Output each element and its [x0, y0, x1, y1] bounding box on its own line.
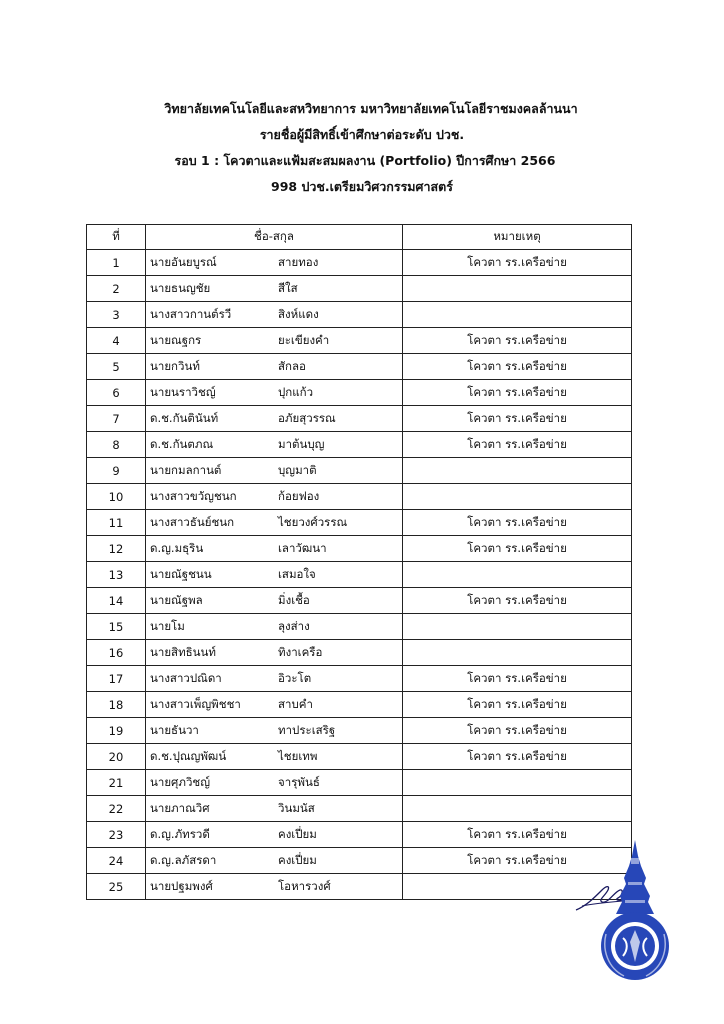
table-row [87, 380, 632, 406]
table-row [87, 640, 632, 666]
row-note [403, 276, 632, 302]
row-number: 8 [87, 432, 146, 458]
row-first-name: นายกวินท์ [146, 354, 275, 380]
table-row [87, 250, 632, 276]
table-row [87, 536, 632, 562]
row-note: โควตา รร.เครือข่าย [403, 848, 632, 874]
row-number: 17 [87, 666, 146, 692]
row-number: 14 [87, 588, 146, 614]
table-row [87, 432, 632, 458]
row-first-name: นายนราวิชญ์ [146, 380, 275, 406]
table-row [87, 302, 632, 328]
row-note: โควตา รร.เครือข่าย [403, 432, 632, 458]
row-last-name: ยะเขียงคำ [274, 328, 403, 354]
row-number: 22 [87, 796, 146, 822]
row-first-name: นายอันยบูรณ์ [146, 250, 275, 276]
row-last-name: คงเปี่ยม [274, 848, 403, 874]
institution-title: วิทยาลัยเทคโนโลยีและสหวิทยาการ มหาวิทยาลัยเทคโนโลยีราชมงคลล้านนา [164, 101, 578, 116]
table-row [87, 718, 632, 744]
row-last-name: ปุกแก้ว [274, 380, 403, 406]
table-row [87, 796, 632, 822]
column-header-no: ที่ [87, 225, 146, 250]
roster-table [86, 224, 632, 900]
row-last-name: ไชยเทพ [274, 744, 403, 770]
row-number: 23 [87, 822, 146, 848]
row-number: 1 [87, 250, 146, 276]
row-first-name: นางสาวปณิดา [146, 666, 275, 692]
row-first-name: นางสาวธันย์ชนก [146, 510, 275, 536]
row-number: 18 [87, 692, 146, 718]
row-note [403, 614, 632, 640]
list-title: รายชื่อผู้มีสิทธิ์เข้าศึกษาต่อระดับ ปวช. [259, 127, 465, 142]
table-row [87, 744, 632, 770]
row-first-name: ด.ญ.มธุริน [146, 536, 275, 562]
row-number: 24 [87, 848, 146, 874]
row-last-name: วินมนัส [274, 796, 403, 822]
row-number: 19 [87, 718, 146, 744]
row-last-name: มาต้นบุญ [274, 432, 403, 458]
table-row [87, 484, 632, 510]
row-first-name: นายสิทธินนท์ [146, 640, 275, 666]
row-first-name: นายธันวา [146, 718, 275, 744]
row-number: 9 [87, 458, 146, 484]
row-number: 15 [87, 614, 146, 640]
row-last-name: สิงห์แดง [274, 302, 403, 328]
row-last-name: คงเปี่ยม [274, 822, 403, 848]
row-note [403, 458, 632, 484]
row-number: 4 [87, 328, 146, 354]
row-note: โควตา รร.เครือข่าย [403, 354, 632, 380]
row-first-name: ด.ช.ปุณญพัฒน์ [146, 744, 275, 770]
row-note: โควตา รร.เครือข่าย [403, 666, 632, 692]
row-last-name: ทิงาเครือ [274, 640, 403, 666]
row-last-name: ก้อยฟอง [274, 484, 403, 510]
row-note: โควตา รร.เครือข่าย [403, 588, 632, 614]
row-note: โควตา รร.เครือข่าย [403, 328, 632, 354]
table-row [87, 822, 632, 848]
row-first-name: นางสาวเพ็ญพิชชา [146, 692, 275, 718]
row-first-name: นายธนญชัย [146, 276, 275, 302]
row-number: 12 [87, 536, 146, 562]
table-row [87, 406, 632, 432]
row-last-name: จารุพันธ์ [274, 770, 403, 796]
row-first-name: ด.ญ.ลภัสรดา [146, 848, 275, 874]
row-note: โควตา รร.เครือข่าย [403, 510, 632, 536]
row-first-name: ด.ญ.ภัทรวดี [146, 822, 275, 848]
table-row [87, 848, 632, 874]
row-note: โควตา รร.เครือข่าย [403, 692, 632, 718]
row-note: โควตา รร.เครือข่าย [403, 380, 632, 406]
row-number: 21 [87, 770, 146, 796]
table-header-row [87, 225, 632, 250]
table-row [87, 562, 632, 588]
table-row [87, 588, 632, 614]
row-first-name: นายณฐกร [146, 328, 275, 354]
table-row [87, 276, 632, 302]
row-note [403, 562, 632, 588]
row-first-name: นายภาณวิศ [146, 796, 275, 822]
row-number: 25 [87, 874, 146, 900]
row-note: โควตา รร.เครือข่าย [403, 406, 632, 432]
row-last-name: เลาวัฒนา [274, 536, 403, 562]
round-title: รอบ 1 : โควตาและแฟ้มสะสมผลงาน (Portfolio) ปีการศึกษา 2566 [174, 153, 556, 168]
row-number: 11 [87, 510, 146, 536]
row-last-name: ทาประเสริฐ [274, 718, 403, 744]
row-first-name: นายศุภวิชญ์ [146, 770, 275, 796]
row-note [403, 796, 632, 822]
program-title: 998 ปวช.เตรียมวิศวกรรมศาสตร์ [271, 179, 453, 194]
row-last-name: อภัยสุวรรณ [274, 406, 403, 432]
row-number: 16 [87, 640, 146, 666]
row-first-name: นายปฐมพงศ์ [146, 874, 275, 900]
row-first-name: นางสาวกานต์รวี [146, 302, 275, 328]
row-first-name: ด.ช.กันตินันท์ [146, 406, 275, 432]
table-row [87, 328, 632, 354]
row-number: 6 [87, 380, 146, 406]
table-row [87, 510, 632, 536]
table-body [87, 250, 632, 900]
row-last-name: สีใส [274, 276, 403, 302]
row-last-name: มิ่งเชื้อ [274, 588, 403, 614]
row-note: โควตา รร.เครือข่าย [403, 744, 632, 770]
row-number: 20 [87, 744, 146, 770]
row-number: 13 [87, 562, 146, 588]
row-first-name: ด.ช.กันตภณ [146, 432, 275, 458]
row-note: โควตา รร.เครือข่าย [403, 822, 632, 848]
row-last-name: ไชยวงศ์วรรณ [274, 510, 403, 536]
row-note: โควตา รร.เครือข่าย [403, 250, 632, 276]
table-row [87, 614, 632, 640]
row-note [403, 770, 632, 796]
table-row [87, 692, 632, 718]
row-note: โควตา รร.เครือข่าย [403, 536, 632, 562]
column-header-name: ชื่อ-สกุล [146, 225, 403, 250]
row-note [403, 484, 632, 510]
row-note: โควตา รร.เครือข่าย [403, 718, 632, 744]
row-last-name: โอหารวงศ์ [274, 874, 403, 900]
row-number: 2 [87, 276, 146, 302]
row-first-name: นายณัฐชนน [146, 562, 275, 588]
table-row [87, 354, 632, 380]
row-number: 3 [87, 302, 146, 328]
document-header [0, 96, 724, 200]
row-number: 10 [87, 484, 146, 510]
row-last-name: บุญมาติ [274, 458, 403, 484]
row-first-name: นายณัฐพล [146, 588, 275, 614]
row-last-name: เสมอใจ [274, 562, 403, 588]
table-row [87, 770, 632, 796]
row-last-name: สายทอง [274, 250, 403, 276]
column-header-note: หมายเหตุ [403, 225, 632, 250]
row-note [403, 640, 632, 666]
row-number: 5 [87, 354, 146, 380]
row-first-name: นายกมลกานต์ [146, 458, 275, 484]
table-row [87, 874, 632, 900]
row-first-name: นายโม [146, 614, 275, 640]
row-last-name: อิวะโต [274, 666, 403, 692]
row-note [403, 302, 632, 328]
table-row [87, 666, 632, 692]
row-number: 7 [87, 406, 146, 432]
row-last-name: ลุงส่าง [274, 614, 403, 640]
row-first-name: นางสาวขวัญชนก [146, 484, 275, 510]
row-last-name: สาบคำ [274, 692, 403, 718]
university-seal [594, 838, 676, 984]
row-last-name: สักลอ [274, 354, 403, 380]
table-row [87, 458, 632, 484]
